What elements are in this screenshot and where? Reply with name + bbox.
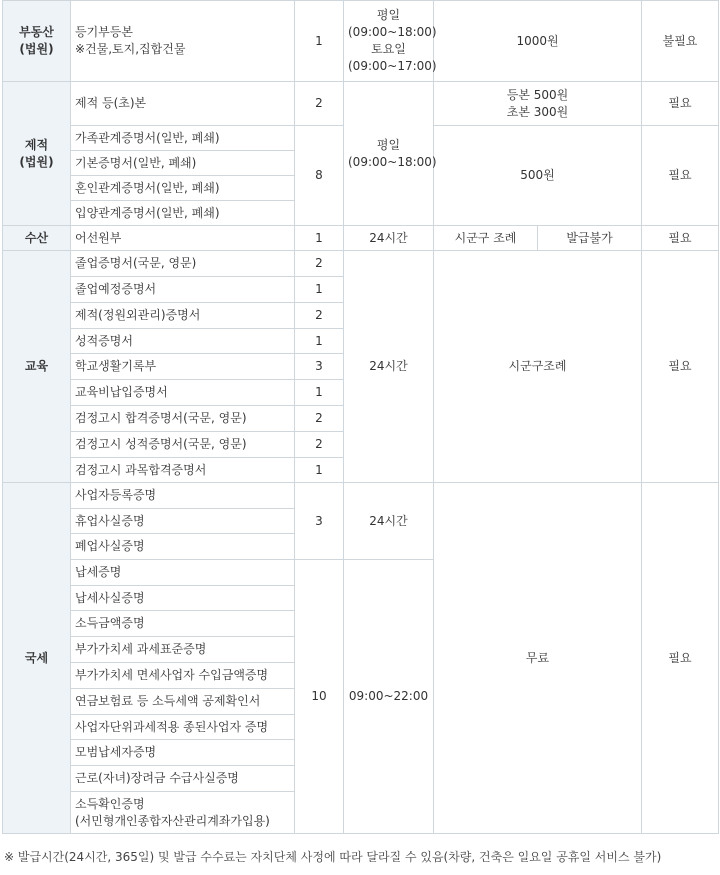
document-name: 사업자단위과세적용 종된사업자 증명	[71, 715, 295, 740]
copy-count: 8	[295, 126, 344, 226]
document-name: 가족관계증명서(일반, 폐쇄)	[71, 126, 295, 151]
footnote: ※ 발급시간(24시간, 365일) 및 발급 수수료는 자치단체 사정에 따라 달라질 수 있음(차량, 건축은 일요일 공휴일 서비스 불가)	[4, 850, 662, 864]
issue-fee: 1000원	[434, 1, 642, 82]
document-name: 검정고시 합격증명서(국문, 영문)	[71, 406, 295, 432]
document-name: 교육비납입증명서	[71, 380, 295, 406]
copy-count: 1	[295, 380, 344, 406]
document-name: 검정고시 성적증명서(국문, 영문)	[71, 432, 295, 458]
document-name: 폐업사실증명	[71, 534, 295, 560]
document-name: 기본증명서(일반, 폐쇄)	[71, 151, 295, 176]
document-name: 부가가치세 면세사업자 수입금액증명	[71, 663, 295, 689]
document-name: 입양관계증명서(일반, 폐쇄)	[71, 201, 295, 226]
issue-fee: 500원	[434, 126, 642, 226]
document-name: 등기부등본 ※건물,토지,집합건물	[71, 1, 295, 82]
table-row	[3, 251, 719, 277]
document-name: 졸업증명서(국문, 영문)	[71, 251, 295, 277]
document-name: 성적증명서	[71, 329, 295, 354]
document-name: 검정고시 과목합격증명서	[71, 458, 295, 483]
copy-count: 10	[295, 560, 344, 834]
table-row	[3, 483, 719, 509]
certificate-required: 필요	[642, 251, 719, 483]
certificate-required: 필요	[642, 82, 719, 126]
category-cell: 부동산 (법원)	[3, 1, 71, 82]
document-name: 모범납세자증명	[71, 740, 295, 766]
copy-count: 3	[295, 483, 344, 560]
issue-hours: 24시간	[344, 251, 434, 483]
category-cell: 제적 (법원)	[3, 82, 71, 226]
copy-count: 2	[295, 303, 344, 329]
document-name: 납세사실증명	[71, 586, 295, 611]
issue-fee: 등본 500원 초본 300원	[434, 82, 642, 126]
copy-count: 1	[295, 277, 344, 303]
document-name: 사업자등록증명	[71, 483, 295, 509]
category-cell: 교육	[3, 251, 71, 483]
category-cell: 수산	[3, 226, 71, 251]
issue-fee-kiosk: 발급불가	[538, 226, 642, 251]
table-row	[3, 226, 719, 251]
document-name: 소득확인증명 (서민형개인종합자산관리계좌가입용)	[71, 792, 295, 834]
issue-hours: 24시간	[344, 226, 434, 251]
table-row	[3, 82, 719, 126]
certificate-issuance-table	[2, 0, 719, 834]
copy-count: 1	[295, 329, 344, 354]
document-name: 학교생활기록부	[71, 354, 295, 380]
copy-count: 1	[295, 1, 344, 82]
issue-hours: 24시간	[344, 483, 434, 560]
document-name: 연금보험료 등 소득세액 공제확인서	[71, 689, 295, 715]
copy-count: 2	[295, 432, 344, 458]
issue-fee-online: 시군구 조례	[434, 226, 538, 251]
certificate-required: 불필요	[642, 1, 719, 82]
issue-fee: 시군구조례	[434, 251, 642, 483]
issue-hours: 09:00~22:00	[344, 560, 434, 834]
document-name: 제적 등(초)본	[71, 82, 295, 126]
document-name: 혼인관계증명서(일반, 폐쇄)	[71, 176, 295, 201]
issue-fee: 무료	[434, 483, 642, 834]
copy-count: 1	[295, 458, 344, 483]
document-name: 소득금액증명	[71, 611, 295, 637]
category-cell: 국세	[3, 483, 71, 834]
document-name: 어선원부	[71, 226, 295, 251]
document-name: 졸업예정증명서	[71, 277, 295, 303]
copy-count: 2	[295, 82, 344, 126]
certificate-required: 필요	[642, 226, 719, 251]
certificate-required: 필요	[642, 483, 719, 834]
copy-count: 3	[295, 354, 344, 380]
issue-hours: 평일 (09:00~18:00) 토요일 (09:00~17:00)	[344, 1, 434, 82]
document-name: 납세증명	[71, 560, 295, 586]
copy-count: 2	[295, 251, 344, 277]
copy-count: 1	[295, 226, 344, 251]
issue-hours: 평일 (09:00~18:00)	[344, 82, 434, 226]
document-name: 근로(자녀)장려금 수급사실증명	[71, 766, 295, 792]
document-name: 휴업사실증명	[71, 509, 295, 534]
document-name: 제적(정원외관리)증명서	[71, 303, 295, 329]
document-name: 부가가치세 과세표준증명	[71, 637, 295, 663]
certificate-required: 필요	[642, 126, 719, 226]
copy-count: 2	[295, 406, 344, 432]
table-row	[3, 1, 719, 82]
